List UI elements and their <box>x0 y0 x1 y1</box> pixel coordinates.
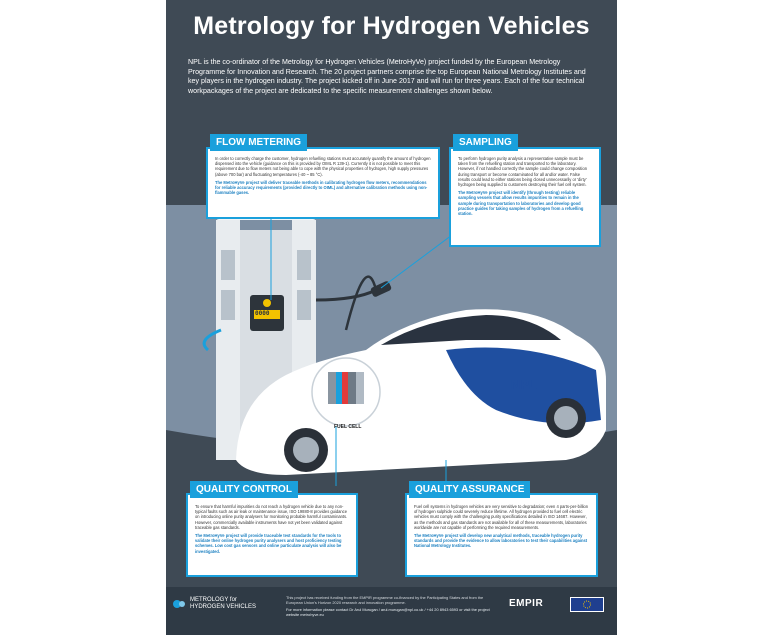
metrohyve-logo <box>190 597 256 611</box>
quality-control-box <box>186 493 358 577</box>
pump-display-value: 0000 <box>255 310 270 317</box>
poster <box>166 0 617 635</box>
footer <box>166 587 617 635</box>
quality-assurance-highlight: The MetroHyVe project will develop new analytical methods, traceable hydrogen purity standards and provide the evidence to allow laboratories to test their capabilities against National Metrology Institutes. <box>414 533 588 549</box>
fuel-cell-label: FUEL CELL <box>334 424 362 430</box>
flow-metering-body: In order to correctly charge the customer, hydrogen refuelling stations must accurately quantify the amount of hydrogen dispensed into the vehicle (guidance on this is provided by OIML R 139-1). Currently it is not possible to meet this requirement due to flow meters not being able to cope with the physical properties of hydrogen, high supply pressures (above 700 bar) and fluctuating temperatures (-40 ~ 85 °C). <box>215 156 431 177</box>
flow-metering-box <box>206 147 440 219</box>
quality-control-highlight: The MetroHyVe project will provide traceable test standards for the tools to validate their online hydrogen purity analysers and host proficiency testing schemes. Low cost gas sensors and online particulate analysis will also be investigated. <box>195 533 342 554</box>
funding-statement: This project has received funding from the EMPIR programme co-financed by the Participating States and from the European Union's Horizon 2020 research and innovation programme. <box>286 595 484 605</box>
quality-control-body: To ensure that harmful impurities do not reach a hydrogen vehicle due to any non-typical faults such as air leak or maintenance issue, ISO 19880-8 provides guidance on introducing online purity analysers for monitoring probable harmful contaminants. However, commercially available instruments have not yet been validated against traceable gas standards. <box>195 504 348 530</box>
logo-line-1: METROLOGY for <box>190 597 237 603</box>
hydrogen-drop-icon <box>172 599 186 609</box>
empir-logo: EMPIR <box>509 598 544 609</box>
logo-line-2: HYDROGEN VEHICLES <box>190 604 257 610</box>
sampling-highlight: The MetroHyVe project will identify (through testing) reliable sampling vessels that allow results impurities to remain in the sample during transportation to laboratories and develop good practice guides for taking samples of hydrogen from a refuelling station. <box>458 190 584 217</box>
flow-metering-heading: FLOW METERING <box>210 134 307 151</box>
sampling-box <box>449 147 601 247</box>
quality-assurance-body: Fuel cell systems in hydrogen vehicles are very sensitive to degradation; even 4 parts-per-billion of hydrogen sulphide could severely reduce lifetime. All hydrogen provided to fuel cell electric vehicles must comply with the challenging purity specifications detailed in ISO 14687. However, as the methods and gas standards are not available for all of these measurements, laboratories worldwide are not capable of performing the required measurements. <box>414 504 589 530</box>
eu-flag-icon <box>570 597 604 612</box>
sampling-body: To perform hydrogen purity analysis a representative sample must be taken from the refuelling station and transported to the laboratory. However, if not handled correctly the sample could change composition during transport or become contaminated for all and/or water. False results could lead to either stations being closed unnecessarily or 'dirty' hydrogen being supplied to customers destroying their fuel cell system. <box>458 156 588 188</box>
footer-text <box>286 595 496 617</box>
quality-assurance-box <box>405 493 598 577</box>
intro-paragraph: NPL is the co-ordinator of the Metrology for Hydrogen Vehicles (MetroHyVe) project funded by the European Metrology Programme for Innovation and Research. The 20 project partners comprise the top European National Metrology Institutes and key players in the hydrogen industry. The project kicked off in June 2017 and will run for three years. Each of the four technical workpackages of the project are dedicated to the specific measurement challenges shown below. <box>188 58 586 95</box>
sampling-heading: SAMPLING <box>453 134 518 151</box>
quality-assurance-heading: QUALITY ASSURANCE <box>409 481 530 498</box>
car-brand-logo: NPL <box>511 377 537 392</box>
flow-metering-highlight: The MetroHyVe project will deliver traceable methods in calibrating hydrogen flow meters, recommendations for reliable accuracy requirements (provided directly to OIML) and alternative calibration methods using non-flammable gases. <box>215 179 428 196</box>
quality-control-heading: QUALITY CONTROL <box>190 481 298 498</box>
page-title: Metrology for Hydrogen Vehicles <box>193 12 590 40</box>
contact-info: For more information please contact Dr Arul Murugan / arul.murugan@npl.co.uk / +44 20 8943 6593 or visit the project website metrohyve.eu <box>286 607 490 617</box>
